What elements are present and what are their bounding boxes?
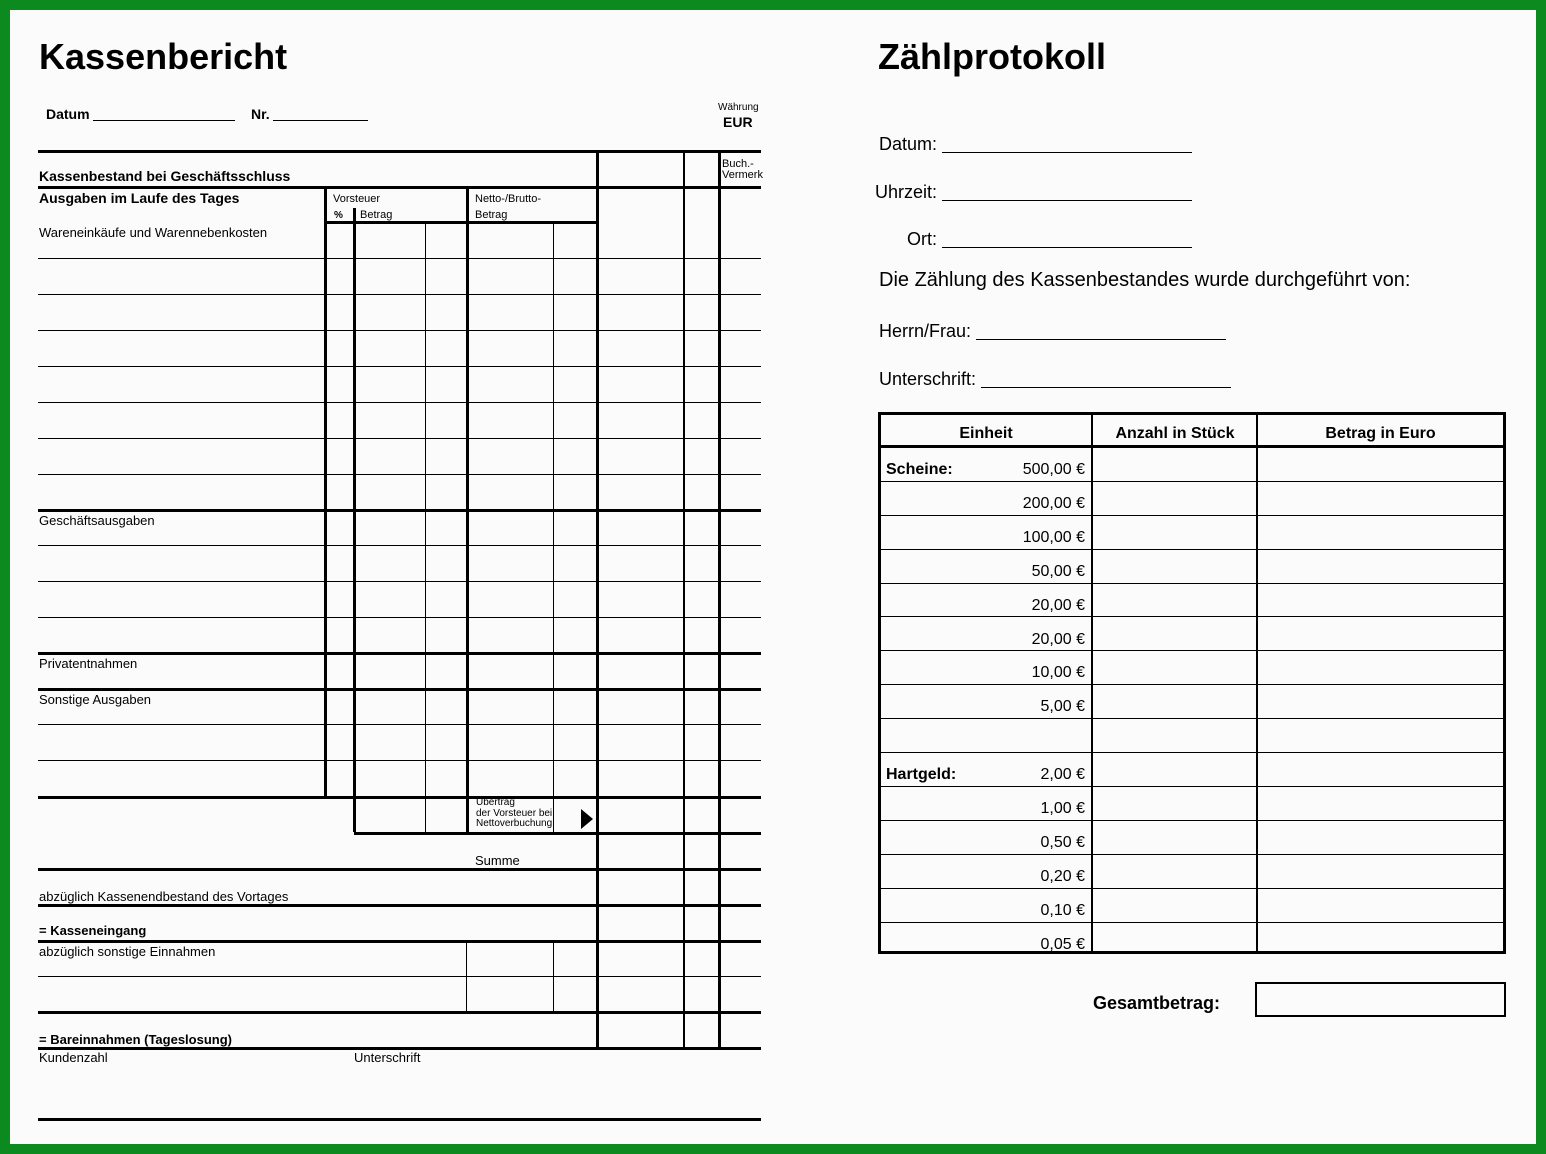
buch-vermerk-line-2: Vermerk: [722, 169, 763, 181]
subheader-border: [324, 221, 597, 224]
betrag-cell[interactable]: [1258, 618, 1503, 651]
betrag-cell[interactable]: [1258, 685, 1503, 718]
buch-vermerk-line-1: Buch.-: [722, 158, 754, 170]
anzahl-cell[interactable]: [1093, 482, 1256, 515]
gesamtbetrag-box[interactable]: [1255, 982, 1506, 1017]
section-border: [38, 509, 761, 512]
table-row: [881, 719, 1503, 753]
table-row: [881, 584, 1503, 618]
table-row: [881, 753, 1503, 787]
anzahl-cell[interactable]: [1093, 448, 1256, 481]
waehrung-value: EUR: [723, 114, 753, 130]
vortag-border: [38, 904, 761, 907]
section-border: [38, 796, 761, 799]
uebertrag-line-2: der Vorsteuer bei: [476, 807, 553, 819]
bareinnahmen-label: = Bareinnahmen (Tageslosung): [39, 1032, 232, 1047]
betrag-cell[interactable]: [1258, 753, 1503, 786]
section-border: [38, 688, 761, 691]
section-border: [38, 652, 761, 655]
anzahl-cell[interactable]: [1093, 618, 1256, 651]
betrag-cell[interactable]: [1258, 516, 1503, 549]
summe-border: [38, 868, 761, 871]
header-right-edge: [1503, 415, 1506, 449]
netto-betrag-label: Betrag: [475, 209, 508, 221]
denomination-value: 0,05 €: [1040, 935, 1085, 953]
table-row: [881, 685, 1503, 719]
denomination-value: 0,50 €: [1040, 833, 1085, 851]
anzahl-cell[interactable]: [1093, 584, 1256, 617]
betrag-cell[interactable]: [1258, 855, 1503, 888]
zp-ort-blank[interactable]: [942, 247, 1192, 248]
col-header-betrag: Betrag in Euro: [1325, 425, 1436, 442]
row-line: [38, 330, 761, 331]
col-sep-2: [1256, 415, 1258, 951]
datum-label: Datum: [46, 106, 90, 122]
anzahl-cell[interactable]: [1093, 719, 1256, 752]
col-vorsteuer-left: [324, 186, 327, 796]
denomination-value: 10,00 €: [1031, 664, 1085, 682]
anzahl-cell[interactable]: [1093, 651, 1256, 684]
zp-unterschrift-blank[interactable]: [981, 387, 1231, 388]
anzahl-cell[interactable]: [1093, 889, 1256, 922]
anzahl-cell[interactable]: [1093, 550, 1256, 583]
betrag-cell[interactable]: [1258, 448, 1503, 481]
denomination-value: 500,00 €: [1022, 461, 1085, 478]
zp-uhrzeit-label: Uhrzeit:: [875, 182, 938, 202]
zp-herr-frau-label: Herrn/Frau:: [879, 321, 972, 341]
uebertrag-border: [354, 832, 761, 835]
table-row: [881, 448, 1503, 482]
col-percent-sep: [353, 208, 356, 832]
datum-blank[interactable]: [93, 120, 235, 121]
col-header-anzahl: Anzahl in Stück: [1115, 425, 1235, 442]
kundenzahl-label: Kundenzahl: [39, 1050, 108, 1065]
denomination-value: 2,00 €: [1040, 766, 1085, 784]
col-sonstige-left: [466, 940, 467, 1011]
bottom-border: [38, 1118, 761, 1121]
denomination-value: 100,00 €: [1022, 528, 1085, 546]
table-row: [881, 482, 1503, 516]
betrag-cell[interactable]: [1258, 482, 1503, 515]
betrag-cell[interactable]: [1258, 821, 1503, 854]
zp-datum-label: Datum:: [879, 134, 938, 154]
betrag-cell[interactable]: [1258, 889, 1503, 922]
col-amount-left: [596, 150, 599, 1048]
col-netto-cents: [553, 221, 554, 832]
zp-herr-frau-blank[interactable]: [976, 339, 1226, 340]
netto-brutto-label: Netto-/Brutto-: [475, 193, 542, 205]
zp-statement: Die Zählung des Kassenbestandes wurde durchgeführt von:: [879, 269, 1411, 291]
nr-blank[interactable]: [273, 120, 368, 121]
row-line: [38, 724, 761, 725]
col-vermerk-left: [718, 150, 721, 1048]
zaehlprotokoll-title: Zählprotokoll: [878, 36, 1106, 77]
table-row: [881, 855, 1503, 889]
row-line: [38, 545, 761, 546]
row-group-label: Hartgeld:: [886, 766, 957, 784]
zp-ort-label: Ort:: [907, 229, 937, 249]
wareneinkaeufe-label: Wareneinkäufe und Warennebenkosten: [39, 225, 268, 240]
row-line: [38, 976, 761, 977]
privatentnahmen-label: Privatentnahmen: [39, 656, 138, 671]
summe-label: Summe: [475, 853, 520, 868]
vorsteuer-label: Vorsteuer: [333, 193, 381, 205]
anzahl-cell[interactable]: [1093, 787, 1256, 820]
anzahl-cell[interactable]: [1093, 923, 1256, 957]
denomination-value: 200,00 €: [1022, 494, 1085, 512]
denomination-value: 20,00 €: [1031, 630, 1085, 648]
betrag-cell[interactable]: [1258, 923, 1503, 957]
geschaeftsausgaben-label: Geschäftsausgaben: [39, 513, 155, 528]
kasseneingang-label: = Kasseneingang: [39, 923, 147, 938]
anzahl-cell[interactable]: [1093, 753, 1256, 786]
uebertrag-label: [476, 798, 552, 830]
table-row: [881, 550, 1503, 584]
table-row: [881, 516, 1503, 550]
row-group-label: Scheine:: [886, 461, 953, 478]
kassenbericht-title: Kassenbericht: [39, 36, 288, 77]
nr-label: Nr.: [251, 106, 270, 122]
anzahl-cell[interactable]: [1093, 821, 1256, 854]
waehrung-label: Währung: [718, 102, 759, 113]
row-line: [38, 760, 761, 761]
sonstige-ausgaben-label: Sonstige Ausgaben: [39, 692, 152, 707]
count-table: [878, 412, 1506, 954]
uebertrag-line-1: Übertrag: [476, 797, 515, 808]
uebertrag-line-3: Nettoverbuchung: [476, 818, 553, 829]
denomination-value: 5,00 €: [1040, 698, 1085, 716]
denomination-value: 50,00 €: [1031, 562, 1085, 580]
table-row: [881, 651, 1503, 685]
row-line: [38, 581, 761, 582]
betrag-cell[interactable]: [1258, 719, 1503, 752]
row-line: [38, 366, 761, 367]
table-row: [881, 787, 1503, 821]
unterschrift-label-left: Unterschrift: [354, 1050, 421, 1065]
zp-unterschrift-label: Unterschrift:: [879, 369, 977, 389]
table-row: [881, 618, 1503, 652]
zp-uhrzeit-blank[interactable]: [942, 200, 1192, 201]
abzueglich-sonstige-label: abzüglich sonstige Einnahmen: [39, 944, 216, 959]
row-line: [38, 617, 761, 618]
col-cents-sep: [683, 150, 685, 1048]
arrow-right-icon: [581, 809, 593, 829]
col-sep-1: [1091, 415, 1093, 951]
gesamtbetrag-label: Gesamtbetrag:: [1093, 993, 1221, 1013]
table-row: [881, 923, 1503, 957]
zp-datum-blank[interactable]: [942, 152, 1192, 153]
anzahl-cell[interactable]: [1093, 855, 1256, 888]
anzahl-cell[interactable]: [1093, 516, 1256, 549]
vorsteuer-betrag-label: Betrag: [360, 209, 393, 221]
row-line: [38, 474, 761, 475]
betrag-cell[interactable]: [1258, 787, 1503, 820]
table-row: [881, 889, 1503, 923]
percent-label: %: [334, 210, 343, 221]
denomination-value: 20,00 €: [1031, 596, 1085, 614]
table-row: [881, 821, 1503, 855]
row-line: [38, 294, 761, 295]
col-netto-left: [466, 186, 469, 832]
denomination-value: 0,10 €: [1040, 901, 1085, 919]
abzueglich-vortag-label: abzüglich Kassenendbestand des Vortages: [39, 889, 289, 904]
kassenbestand-label: Kassenbestand bei Geschäftsschluss: [39, 168, 291, 184]
betrag-cell[interactable]: [1258, 584, 1503, 617]
top-border: [38, 150, 761, 153]
denomination-value: 0,20 €: [1040, 867, 1085, 885]
col-vorsteuer-cents: [425, 221, 426, 832]
row-line: [38, 258, 761, 259]
betrag-cell[interactable]: [1258, 651, 1503, 684]
col-header-einheit: Einheit: [959, 425, 1013, 442]
denomination-value: 1,00 €: [1040, 800, 1085, 817]
kasseneingang-border: [38, 940, 761, 943]
row-line: [38, 438, 761, 439]
col-sonstige-cents: [553, 940, 554, 1011]
betrag-cell[interactable]: [1258, 550, 1503, 583]
buch-vermerk-label: [722, 159, 763, 181]
ausgaben-label: Ausgaben im Laufe des Tages: [39, 190, 240, 206]
row-line: [38, 402, 761, 403]
anzahl-cell[interactable]: [1093, 685, 1256, 718]
sonstige-border: [38, 1011, 761, 1014]
kassenbestand-border: [38, 186, 761, 189]
